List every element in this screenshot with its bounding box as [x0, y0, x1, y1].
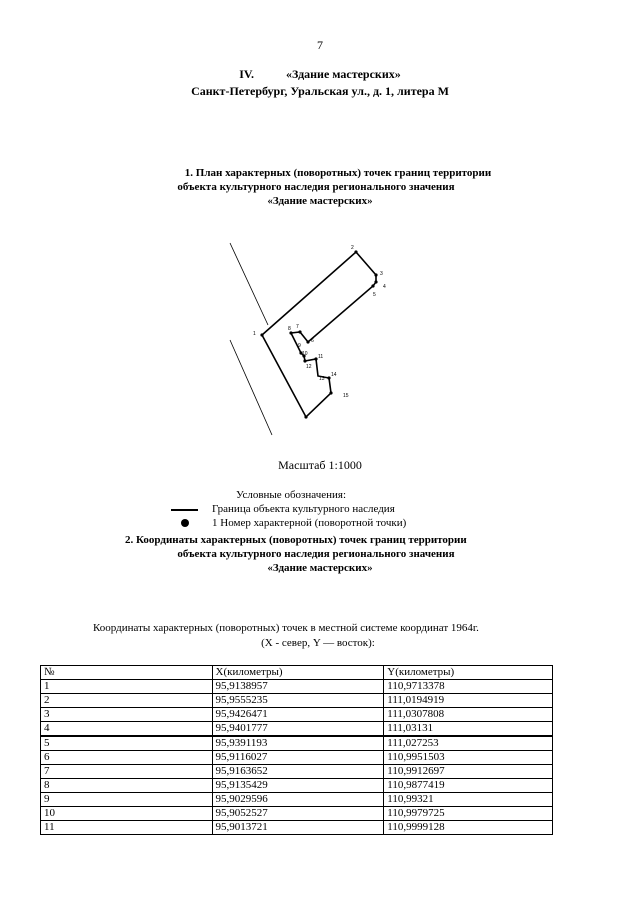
table-row: [41, 793, 553, 807]
table-row: [41, 779, 553, 793]
section-numeral: IV.: [239, 67, 255, 81]
legend-point-symbol: [181, 519, 189, 527]
section-address: Санкт-Петербург, Уральская ул., д. 1, литера М: [191, 84, 449, 98]
table-row: [41, 694, 553, 708]
page-number: 7: [317, 38, 323, 52]
point-label: 11: [318, 354, 324, 360]
table-header-row: [41, 666, 553, 680]
cell-number: 1: [41, 680, 213, 694]
coords-heading-line-2: объекта культурного наследия регионального значения: [177, 548, 455, 560]
cell-x: 95,9138957: [212, 680, 384, 694]
coords-heading-line-1: 2. Координаты характерных (поворотных) точек границ территории: [125, 534, 467, 546]
cell-y: 110,99321: [384, 793, 553, 807]
table-row: [41, 751, 553, 765]
boundary-plan-drawing: [200, 235, 410, 455]
section-title: «Здание мастерских»: [286, 67, 401, 81]
cell-x: 95,9401777: [212, 722, 384, 737]
cell-x: 95,9163652: [212, 765, 384, 779]
street-line-lower: [230, 340, 272, 435]
point-marker: [306, 340, 309, 343]
cell-x: 95,9426471: [212, 708, 384, 722]
point-label: 10: [302, 351, 308, 357]
point-label: 14: [331, 372, 337, 378]
header-cell-number: №: [41, 666, 213, 680]
point-label: 9: [298, 343, 301, 349]
table-row: [41, 736, 553, 751]
point-marker: [329, 391, 332, 394]
cell-number: 4: [41, 722, 213, 737]
cell-number: 6: [41, 751, 213, 765]
table-row: [41, 765, 553, 779]
coordinates-table: [40, 665, 553, 835]
plan-heading-line-3: «Здание мастерских»: [267, 195, 373, 207]
point-label: 3: [380, 271, 383, 277]
point-marker: [298, 330, 301, 333]
point-marker: [304, 415, 307, 418]
point-label: 6: [311, 338, 314, 344]
point-label: 4: [383, 284, 386, 290]
point-label: 7: [296, 324, 299, 330]
cell-y: 111,03131: [384, 722, 553, 737]
cell-y: 110,9979725: [384, 807, 553, 821]
coords-intro-line-1: Координаты характерных (поворотных) точек в местной системе координат 1964г.: [93, 622, 479, 634]
cell-y: 110,9912697: [384, 765, 553, 779]
cell-y: 111,027253: [384, 736, 553, 751]
table-row: [41, 722, 553, 737]
cell-x: 95,9135429: [212, 779, 384, 793]
table-row: [41, 821, 553, 835]
point-marker: [371, 284, 374, 287]
section-title-line: [0, 67, 640, 82]
point-label: 15: [343, 393, 349, 399]
cell-y: 111,0194919: [384, 694, 553, 708]
table-row: [41, 708, 553, 722]
table-row: [41, 807, 553, 821]
point-marker: [260, 333, 263, 336]
street-line-upper: [230, 243, 268, 325]
cell-x: 95,9052527: [212, 807, 384, 821]
cell-y: 110,9999128: [384, 821, 553, 835]
coords-intro-line-2: (X - север, Y — восток):: [261, 637, 375, 649]
cell-number: 7: [41, 765, 213, 779]
cell-y: 110,9951503: [384, 751, 553, 765]
cell-y: 111,0307808: [384, 708, 553, 722]
cell-x: 95,9391193: [212, 736, 384, 751]
point-label: 2: [351, 245, 354, 251]
cell-x: 95,9013721: [212, 821, 384, 835]
plan-heading-line-2: объекта культурного наследия регионального значения: [177, 181, 455, 193]
point-marker: [374, 280, 377, 283]
cell-number: 10: [41, 807, 213, 821]
legend-point-text: 1 Номер характерной (поворотной точки): [212, 517, 407, 529]
cell-number: 5: [41, 736, 213, 751]
point-marker: [303, 359, 306, 362]
point-label: 8: [288, 326, 291, 332]
cell-number: 2: [41, 694, 213, 708]
cell-number: 8: [41, 779, 213, 793]
plan-scale: Масштаб 1:1000: [278, 458, 362, 472]
header-cell-y: Y(километры): [384, 666, 553, 680]
cell-x: 95,9029596: [212, 793, 384, 807]
cell-x: 95,9116027: [212, 751, 384, 765]
point-label: 13: [319, 376, 325, 382]
point-marker: [374, 273, 377, 276]
plan-heading-line-1: 1. План характерных (поворотных) точек границ территории: [184, 167, 492, 179]
point-marker: [354, 250, 357, 253]
heritage-boundary-polyline: [262, 252, 376, 417]
legend-boundary-symbol: [171, 509, 198, 511]
legend-boundary-text: Граница объекта культурного наследия: [212, 503, 395, 515]
cell-number: 11: [41, 821, 213, 835]
table-row: [41, 680, 553, 694]
coords-heading-line-3: «Здание мастерских»: [267, 562, 373, 574]
cell-y: 110,9877419: [384, 779, 553, 793]
header-cell-x: X(километры): [212, 666, 384, 680]
boundary-points: [260, 250, 377, 418]
cell-number: 3: [41, 708, 213, 722]
point-label: 5: [373, 292, 376, 298]
point-label: 12: [306, 364, 312, 370]
cell-y: 110,9713378: [384, 680, 553, 694]
cell-x: 95,9555235: [212, 694, 384, 708]
legend-title: Условные обозначения:: [236, 489, 347, 501]
point-label: 1: [253, 331, 256, 337]
cell-number: 9: [41, 793, 213, 807]
